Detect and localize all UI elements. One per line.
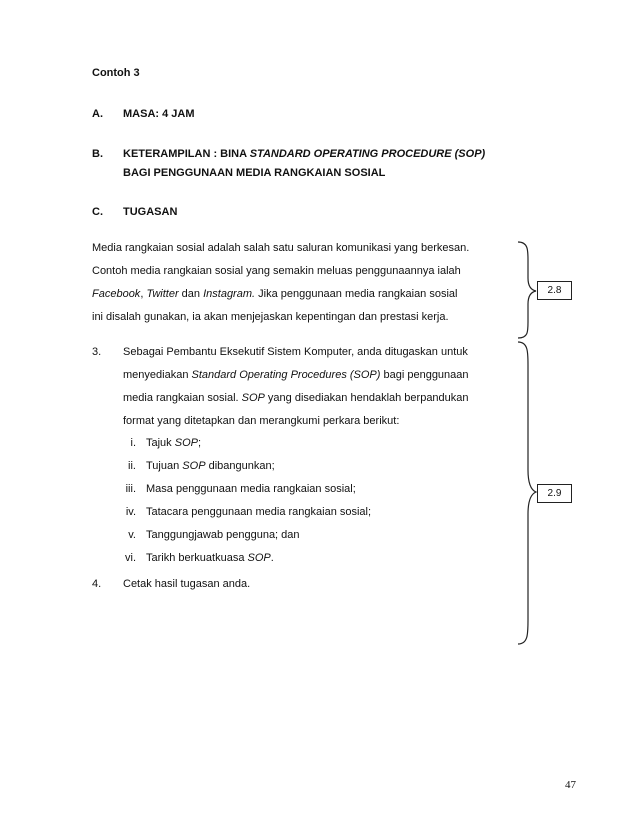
sublist-item-italic: SOP [174, 437, 198, 449]
sublist-item-rest: . [270, 552, 274, 564]
section-b-letter: B. [92, 148, 103, 160]
twitter-text: Twitter [146, 288, 179, 300]
sublist-item-text: Masa penggunaan media rangkaian sosial; [146, 483, 356, 495]
dan-text: dan [178, 288, 204, 300]
sublist-number: v. [128, 529, 136, 541]
instagram-text: Instagram. [203, 288, 256, 300]
section-b-italic: STANDARD OPERATING PROCEDURE (SOP) [249, 148, 486, 160]
section-a-letter: A. [92, 108, 103, 120]
item-3-line-1: Sebagai Pembantu Eksekutif Sistem Komputer, anda ditugaskan untuk [123, 346, 468, 358]
paragraph-line-1: Media rangkaian sosial adalah salah satu saluran komunikasi yang berkesan. [92, 242, 470, 254]
item-3-line-3-rest: yang disediakan hendaklah berpandukan [264, 392, 469, 404]
section-b-line2: BAGI PENGGUNAAN MEDIA RANGKAIAN SOSIAL [123, 167, 386, 179]
sublist-item-italic: SOP [247, 552, 271, 564]
paragraph-line-2: Contoh media rangkaian sosial yang semakin meluas penggunaannya ialah [92, 265, 461, 277]
comma-text: , [140, 288, 147, 300]
item-3-line-4: format yang ditetapkan dan merangkumi perkara berikut: [123, 415, 400, 427]
sublist-item-rest: dibangunkan; [205, 460, 275, 472]
margin-ref-box-first: 2.8 [537, 281, 572, 300]
margin-ref-box-second: 2.9 [537, 484, 572, 503]
sublist-item-text: Tajuk [146, 437, 175, 449]
sublist-item-rest: ; [197, 437, 202, 449]
sublist-number: iv. [125, 506, 136, 518]
brace-first [518, 242, 536, 338]
sublist-item-text: Tanggungjawab pengguna; dan [146, 529, 300, 541]
sublist-item-text: Tarikh berkuatkuasa [146, 552, 248, 564]
sublist-item-italic: SOP [182, 460, 206, 472]
item-3-line-3-italic: SOP [241, 392, 265, 404]
item-3-line-2-rest: bagi penggunaan [380, 369, 469, 381]
sublist-number: ii. [128, 460, 136, 472]
sublist-item-text: Tatacara penggunaan media rangkaian sosial; [146, 506, 372, 518]
sublist-item-text: Tujuan [146, 460, 183, 472]
item-3-line-3-text: media rangkaian sosial. [123, 392, 242, 404]
item-4-number: 4. [92, 578, 102, 590]
heading: Contoh 3 [92, 67, 140, 79]
item-3-line-2-italic: Standard Operating Procedures (SOP) [191, 369, 381, 381]
section-a-text: MASA: 4 JAM [123, 108, 195, 120]
item-3-line-2-text: menyediakan [123, 369, 192, 381]
section-c-letter: C. [92, 206, 103, 218]
sublist-number: iii. [125, 483, 136, 495]
paragraph-line-4: ini disalah gunakan, ia akan menjejaskan kepentingan dan prestasi kerja. [92, 311, 449, 323]
section-b-text: KETERAMPILAN : BINA [123, 148, 250, 160]
item-3-number: 3. [92, 346, 102, 358]
sublist-number: i. [130, 437, 136, 449]
paragraph-line-3-rest: Jika penggunaan media rangkaian sosial [255, 288, 458, 300]
section-c-text: TUGASAN [123, 206, 178, 218]
facebook-text: Facebook [92, 288, 141, 300]
brace-second [518, 342, 536, 644]
page-number: 47 [565, 779, 576, 791]
sublist-number: vi. [125, 552, 136, 564]
item-4-text: Cetak hasil tugasan anda. [123, 578, 251, 590]
